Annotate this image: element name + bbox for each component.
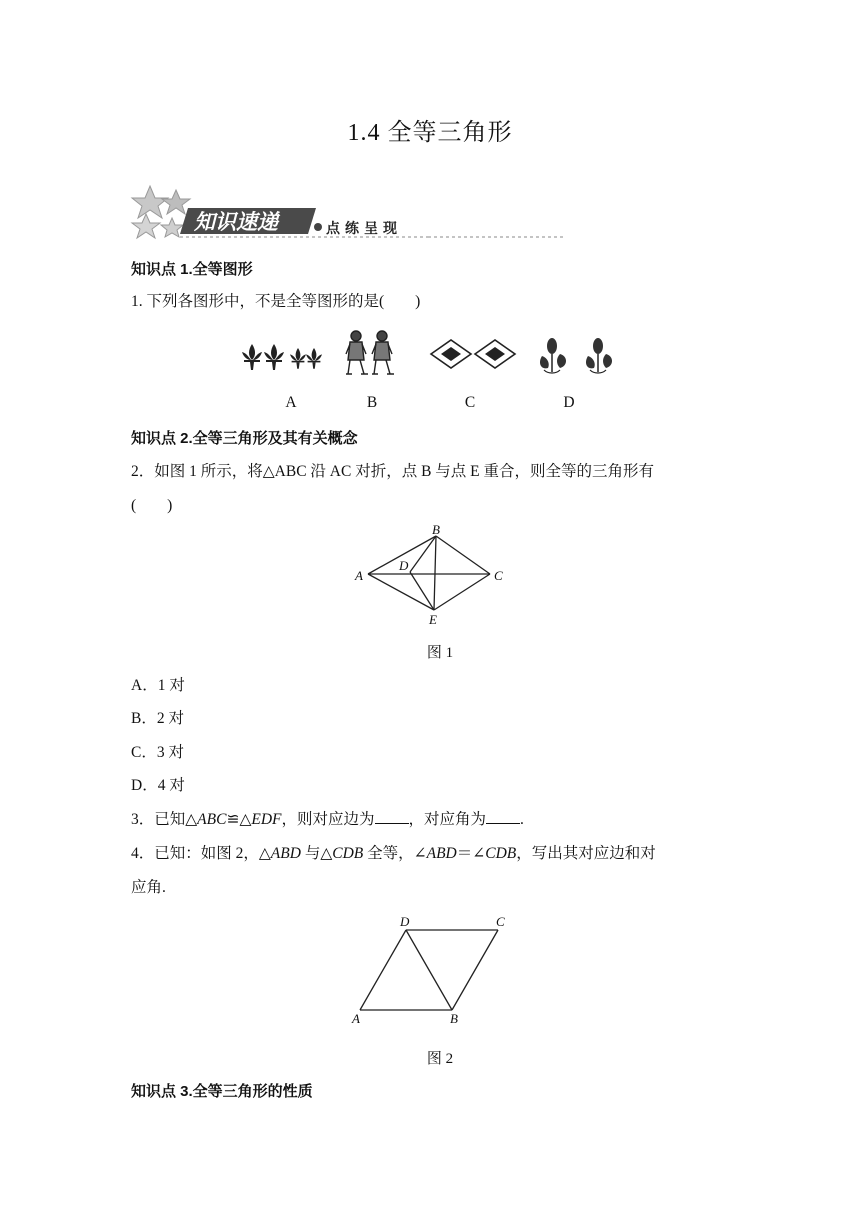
question-4-line-1: 4．已知：如图 2，△ABD 与△CDB 全等，∠ABD＝∠CDB，写出其对应边和对	[131, 845, 656, 862]
option-c-label: C	[464, 394, 476, 411]
question-1-stem: 1. 下列各图形中，不是全等图形的是( )	[131, 293, 421, 310]
figure-1-label-e: E	[429, 612, 437, 627]
option-b-label: B	[366, 394, 378, 411]
figure-1-label-c: C	[494, 568, 503, 583]
figure-1	[350, 522, 520, 632]
banner-sub-text: 点练呈现	[326, 220, 402, 236]
page-title: 1.4 全等三角形	[347, 120, 513, 146]
question-2-choice-b: B．2 对	[131, 710, 184, 727]
question-4-line-2: 应角.	[131, 879, 166, 896]
figure-1-caption: 图 1	[426, 645, 454, 661]
question-3: 3．已知△ABC≌△EDF，则对应边为 ，对应角为 .	[131, 811, 524, 828]
question-2-choice-a: A．1 对	[131, 677, 185, 694]
option-d-figure	[540, 338, 612, 373]
figure-2-label-d: D	[400, 914, 410, 929]
question-2-stem-line-1: 2．如图 1 所示，将△ABC 沿 AC 对折，点 B 与点 E 重合，则全等的三角形有	[131, 463, 655, 480]
question-2-choice-c: C．3 对	[131, 744, 184, 761]
knowledge-point-3: 知识点 3.全等三角形的性质	[131, 1083, 313, 1100]
option-b-figure	[346, 331, 394, 374]
knowledge-point-2: 知识点 2.全等三角形及其有关概念	[131, 430, 358, 447]
figure-2-label-c: C	[496, 914, 505, 929]
question-2-choice-d: D．4 对	[131, 777, 185, 794]
question-2-stem-line-2: ( )	[131, 497, 173, 514]
figure-1-label-a: A	[355, 568, 363, 583]
section-banner	[128, 180, 568, 244]
option-a-label: A	[285, 394, 297, 411]
answer-blank-sides[interactable]	[375, 809, 409, 824]
figure-2-label-b: B	[450, 1011, 458, 1026]
question-1-figures	[238, 326, 622, 378]
figure-2	[346, 906, 516, 1028]
figure-1-label-b: B	[432, 522, 440, 537]
option-c-figure	[431, 340, 515, 368]
option-d-label: D	[563, 394, 575, 411]
answer-blank-angles[interactable]	[486, 809, 520, 824]
knowledge-point-1: 知识点 1.全等图形	[131, 261, 253, 278]
figure-1-label-d: D	[399, 558, 409, 573]
banner-main-text: 知识速递	[194, 211, 278, 234]
figure-2-label-a: A	[352, 1011, 360, 1026]
option-a-figure	[242, 344, 322, 370]
figure-2-caption: 图 2	[426, 1051, 454, 1067]
